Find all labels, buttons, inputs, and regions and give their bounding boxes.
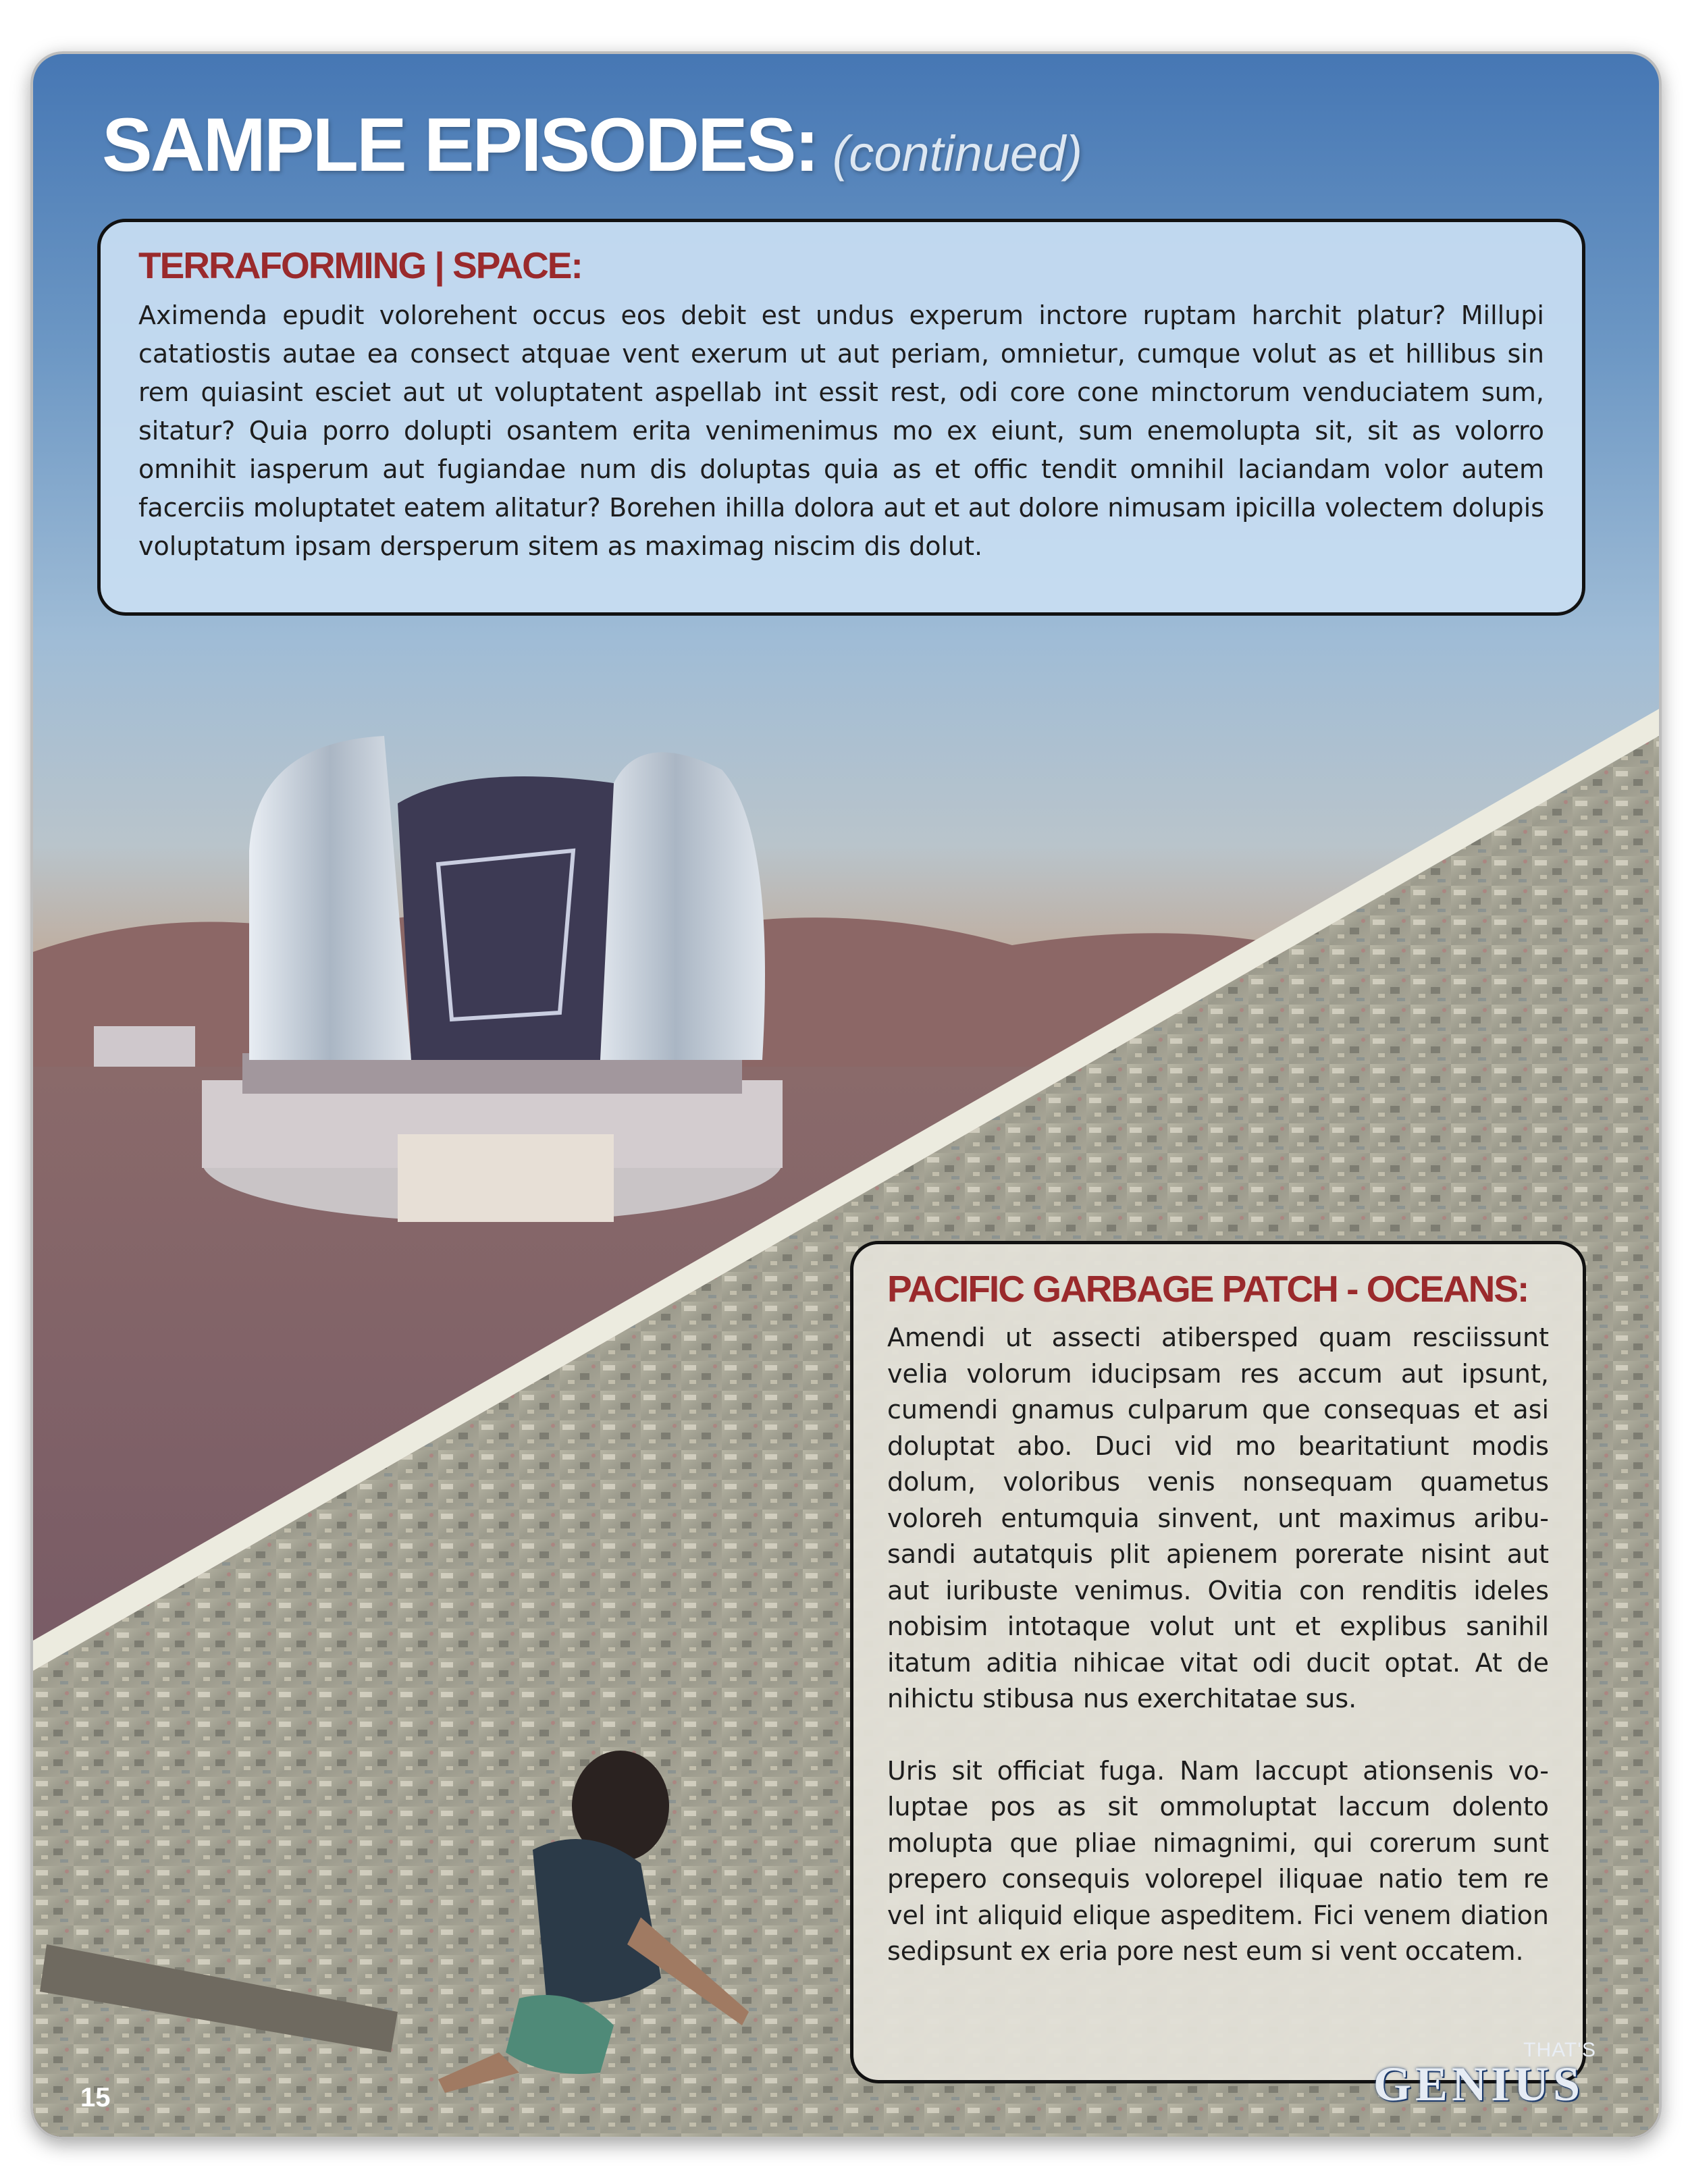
logo-big-text: GENIUS [1373, 2057, 1585, 2111]
episode-heading: PACIFIC GARBAGE PATCH - OCEANS: [887, 1268, 1529, 1310]
episode-description: Aximenda epudit volorehent occus eos debit est undus experum inctore ruptam harchit platur? Millupi catatiostis autae ea consect atquae vent exerum ut aut periam, omnietur, cumque volut as et hillibus sin rem quiasint esciet aut ut voluptatent aspellab int essit rest, odi core cone minctorum venduciatem sum, sitatur? Quia porro dolupti osantem erita venimenimus mo ex eiunt, sum enemolupta sit, sit as volorro omnihit iasperum aut fugiandae num dis doluptas quia as et offic tendit omnihil laciandam volor autem facerciis moluptatet eatem alitatur? Borehen ihilla dolora aut et aut dolore nimusam ipicilla volectem dolupis voluptatum ipsam dersperum sitem as maximag niscim dis dolut. [138, 300, 1544, 561]
page-title [102, 101, 1082, 188]
episode-description: Amendi ut assecti atibersped quam resciissunt velia volorum iducipsam res accum aut ipsunt, cumendi gnamus culparum que consequas et asi doluptat abo. Duci vid mo bearitatiunt modis dolum, voloribus venis nonsequam quametus voloreh entumquia sinvent, unt maximus aribu-sandi autatquis plit apienem porerate nisint aut aut iuribuste venimus. Ovitia con renditis ideles nobisim intotaque volut unt et explibus sanihil itatum aditia nihicae vitat odi ducit optat. At de nihictu stibusa nus exerchitatae sus. [887, 1323, 1549, 1713]
thats-genius-logo [1373, 2039, 1657, 2120]
page-number: 15 [80, 2083, 111, 2112]
episode-card-garbage-patch [850, 1241, 1586, 2083]
logo-small-text: THAT'S [1523, 2039, 1596, 2061]
episode-heading: TERRAFORMING | SPACE: [138, 244, 582, 286]
page-title-main: SAMPLE EPISODES: [102, 103, 818, 187]
episode-description: Uris sit officiat fuga. Nam laccupt ationsenis vo-luptae pos as sit ommoluptat laccum dolento molupta que pliae nimagnimi, qui corerum sunt prepero consequis volorepel iliquae natio tem re vel int aliquid elique aspeditem. Fici venem diation sedipsunt ex eria pore nest eum si vent occatem. [887, 1755, 1549, 1966]
episode-card-terraforming [97, 219, 1585, 616]
page-frame [30, 51, 1662, 2139]
page-title-suffix: (continued) [832, 126, 1082, 182]
